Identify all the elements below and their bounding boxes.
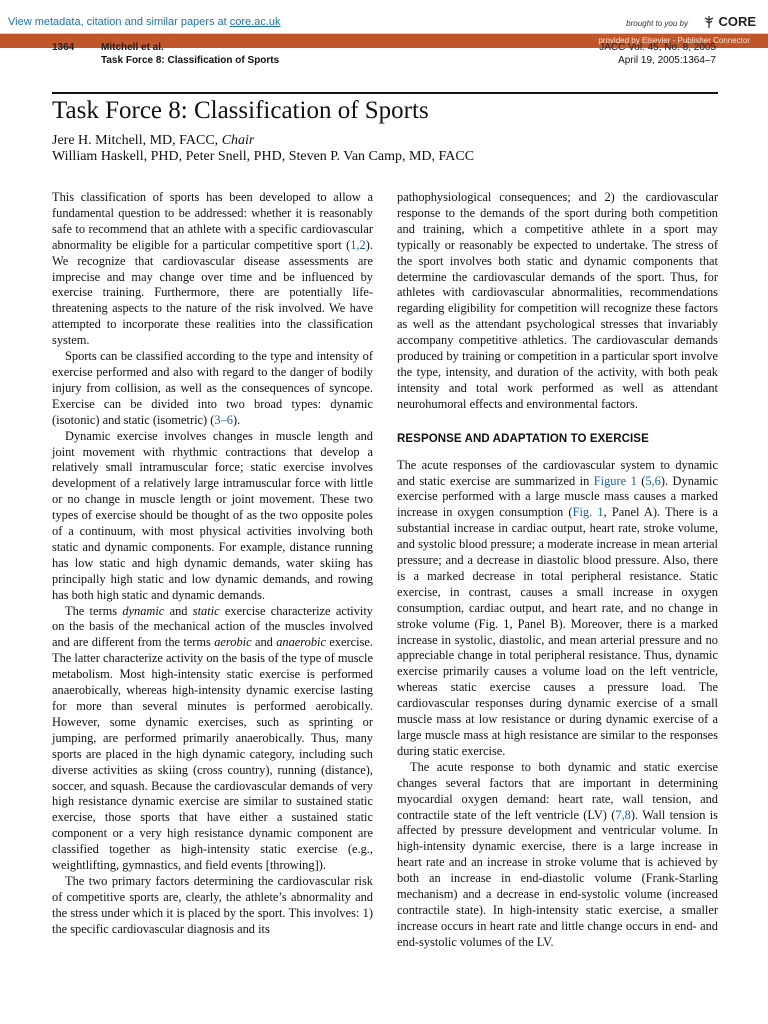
italic-term: aerobic: [214, 635, 252, 650]
journal-reference: JACC Vol. 45, No. 8, 2005: [599, 42, 716, 53]
italic-term: dynamic: [122, 603, 165, 618]
text: exercise. The latter characterize activity on the basis of the type of muscle metabolism. Most high-intensity static exercise is performed anaerobically, whereas high-intensity dynamic exercise lasting for more than several minutes is performed aerobically. However, some dynamic exercises, such as sprinting or jumping, are performed primarily anaerobically. Thus, many sports are placed in the high dynamic category, including such diverse activities as skiing (cross country), running (distance), soccer, and squash. Because the cardiovascular demands of very high resistance dynamic exercise are similar to sustained static exercise, those sports that have either a sustained static component or a very high resistance dynamic component are classified together as high-intensity static exercise (e.g., weightlifting, gymnastics, and field events [throwing]).: [52, 635, 374, 873]
core-tree-icon: [703, 15, 715, 29]
metadata-prefix: View metadata, citation and similar papers at: [8, 16, 230, 28]
paragraph: [397, 760, 718, 951]
author-line-2: [52, 149, 474, 165]
paragraph: [52, 349, 373, 429]
text: and: [251, 635, 277, 650]
core-logo-text: CORE: [718, 14, 756, 29]
author-degree-smallcaps: H: [261, 149, 272, 164]
text: The acute response to both dynamic and static exercise changes several factors that are important in determining myocardial oxygen demand: heart rate, wall tension, and contractile state of the left ventricle (LV) (: [397, 759, 718, 822]
issue-date: April 19, 2005:1364–7: [618, 55, 716, 66]
text: ). Wall tension is affected by pressure development and ventricular volume. In high-intensity dynamic exercise, there is a large increase in heart rate and an increase in stroke volume that is achieved by both an increase in end-diastolic volume (Frank-Starling mechanism) and a decrease in end-systolic volume (increased contractile state). In high-intensity static exercise, a smaller increase occurs in heart rate and little change occurs in end- and end-systolic volumes of the LV.: [397, 807, 719, 949]
citation-link[interactable]: 3–6: [214, 412, 233, 427]
core-logo[interactable]: [703, 14, 756, 29]
section-heading: RESPONSE AND ADAPTATION TO EXERCISE: [397, 432, 649, 445]
author-degree-smallcaps: H: [158, 149, 169, 164]
right-column: [397, 190, 718, 951]
author-chair-role: Chair: [221, 133, 255, 148]
paragraph: Dynamic exercise involves changes in muscle length and joint movement with rhythmic contractions that develop a relatively small intramuscular force; static exercise involves development of a relatively large intramuscular force with little or no change in muscle length or joint movement. These two types of exercise should be thought of as the two opposite poles of a continuum, with most physical activities involving both static and dynamic components. For example, distance running has low static and high dynamic demands, water skiing has principally high static and low dynamic demands, and rowing has both high static and dynamic demands.: [52, 428, 373, 602]
paragraph: [52, 190, 373, 349]
text: and: [164, 603, 193, 618]
article-title: Task Force 8: Classification of Sports: [52, 97, 429, 124]
paragraph: [52, 604, 373, 874]
author-line-1: [52, 133, 254, 149]
figure-link[interactable]: Fig. 1: [572, 505, 604, 520]
paragraph: The two primary factors determining the cardiovascular risk of competitive sports are, clearly, the athlete’s abnormality and the stress under which it is placed by the sport. This involves: 1) the specific cardiovascular diagnosis and its: [52, 873, 373, 936]
citation-link[interactable]: 7,8: [615, 807, 631, 822]
citation-link[interactable]: 5,6: [645, 473, 661, 488]
text: , Panel A). There is a substantial increase in cardiac output, heart rate, stroke volume, and systolic blood pressure; a moderate increase in mean arterial pressure; and a decrease in diastolic blood pressure. Also, there is a marked decrease in total peripheral resistance. Static exercise, in contrast, causes a small increase in oxygen consumption, cardiac output, and heart rate, and no change in stroke volume (Fig. 1, Panel B). Moreover, there is a marked increase in systolic, diastolic, and mean arterial pressure and no appreciable change in total peripheral resistance. Thus, dynamic exercise primarily causes a volume load on the left ventricle, whereas static exercise causes a pressure load. The cardiovascular responses during dynamic exercise of a small muscle mass at low resistance or during dynamic exercise of a large muscle mass at high resistance are similar to the responses during static exercise.: [397, 505, 719, 758]
core-banner: [0, 0, 768, 34]
italic-term: static: [192, 603, 220, 618]
text: (: [636, 473, 646, 488]
provided-by-label: provided by Elsevier - Publisher Connector: [598, 36, 750, 45]
text: exercise characterize activity on the basis of the mechanical action of the muscles involved and are different from the terms: [52, 603, 373, 650]
metadata-notice: [8, 16, 281, 28]
text: ). We recognize that cardiovascular disease assessments are imprecise and may change over time and be influenced by exercise training. Furthermore, there are potentially life-threatening aspects to the nature of the risk involved. We have attempted to incorporate these realities into the classification system.: [52, 237, 373, 348]
running-head: [0, 42, 768, 72]
left-column: [52, 190, 373, 938]
text: This classification of sports has been developed to allow a fundamental question to be addressed: whether it is reasonably safe to recommend that an athlete with a specific cardiovascular abnormality be eligible for a particular competitive sport (: [52, 190, 373, 252]
running-author: Mitchell et al.: [101, 42, 164, 53]
paragraph: pathophysiological consequences; and 2) the cardiovascular response to the demands of the sport during both competition and training, which a competitive athlete in a sport may typically or reasonably be expected to undertake. The stress of the sport involves both static and dynamic components that determine the cardiovascular demands of the sport. Thus, for athletes with cardiovascular abnormalities, recommendations regarding eligibility for competition will recognize these factors as well as the attendant psychological stresses that invariably accompany competitive athletics. The cardiovascular demands produced by training or competition in a particular sport involve the type, intensity, and duration of the activity, with both peak intensity and total work performed as well as attendant neurohumoral effects and environmental factors.: [397, 190, 718, 411]
italic-term: anaerobic: [276, 635, 326, 650]
author-chair-name: Jere H. Mitchell, MD, FACC,: [52, 133, 222, 148]
title-rule: [52, 92, 718, 94]
text: The terms: [65, 603, 123, 618]
text: ). Dynamic exercise performed with a large muscle mass causes a marked increase in oxygen consumption (: [397, 473, 718, 520]
running-title: Task Force 8: Classification of Sports: [101, 55, 280, 66]
brought-to-you-label: brought to you by: [626, 19, 688, 28]
text: Sports can be classified according to the type and intensity of exercise performed and also with regard to the danger of bodily injury from collision, as well as the consequences of syncope. Exercise can be divided into two broad types: dynamic (isotonic) and static (isometric) (: [52, 349, 373, 427]
core-link[interactable]: core.ac.uk: [229, 16, 281, 28]
citation-link[interactable]: 1,2: [350, 237, 366, 252]
author-text: William Haskell, P: [52, 149, 159, 164]
text: ).: [233, 412, 241, 427]
author-text: D, Steven P. Van Camp, MD, FACC: [271, 149, 475, 164]
author-text: D, Peter Snell, P: [168, 149, 262, 164]
text: The acute responses of the cardiovascular system to dynamic and static exercise are summarized in: [397, 457, 718, 488]
page-number: 1364: [52, 42, 75, 53]
paragraph: [397, 458, 718, 760]
figure-link[interactable]: Figure 1: [593, 473, 637, 488]
